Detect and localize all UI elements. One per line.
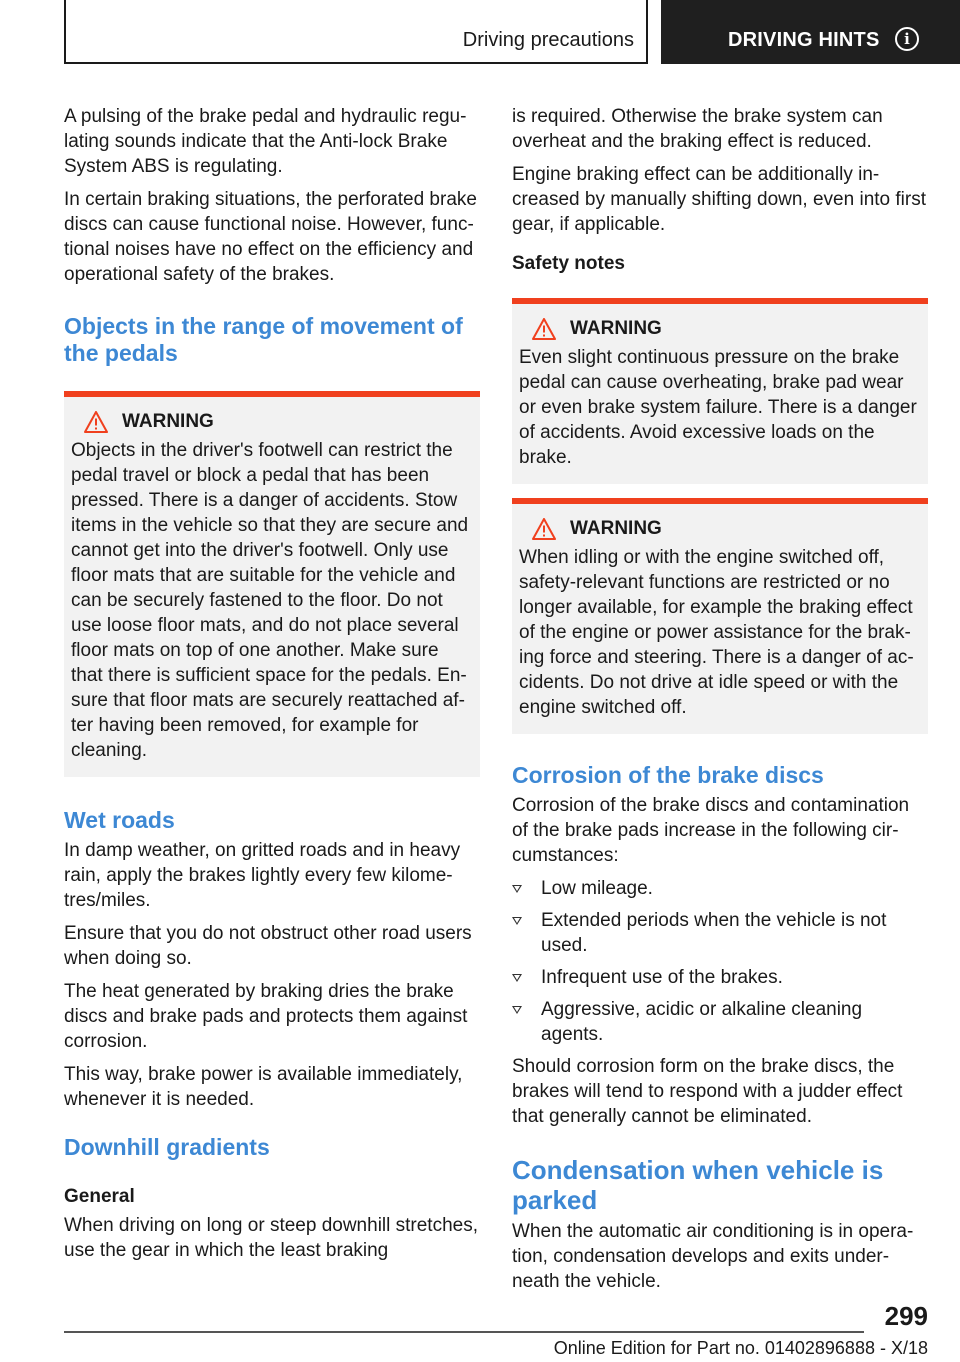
- warning-title: WARNING: [122, 411, 214, 432]
- list-item: Low mileage.: [512, 876, 928, 901]
- warning-box-pressure: [512, 298, 928, 484]
- list-item: Aggressive, acidic or alkaline cleaning agents.: [512, 997, 928, 1047]
- brake-noise-paragraph: In certain braking situations, the perforated brake discs can cause functional noise. However, func-tional noises have no effect on the efficiency and operational safety of the brakes.: [64, 189, 477, 285]
- heading-downhill-gradients: Downhill gradients: [64, 1134, 270, 1160]
- info-icon: i: [895, 27, 919, 51]
- header-chapter-title: DRIVING HINTS: [728, 29, 880, 51]
- warning-triangle-icon: [84, 411, 108, 433]
- heading-wet-roads: Wet roads: [64, 807, 175, 833]
- footer-divider: [64, 1331, 864, 1333]
- left-column: [64, 104, 480, 1271]
- heading-safety-notes: Safety notes: [512, 253, 625, 274]
- list-item: Extended periods when the vehicle is not used.: [512, 908, 928, 958]
- header-section-box: [64, 0, 648, 64]
- list-item: Infrequent use of the brakes.: [512, 965, 928, 990]
- wet-roads-paragraph-1: In damp weather, on gritted roads and in heavy rain, apply the brakes lightly every few kilome-tres/miles.: [64, 840, 461, 911]
- header-section-title: Driving precautions: [462, 29, 634, 51]
- corrosion-paragraph: Corrosion of the brake discs and contamination of the brake pads increase in the following cir-cumstances:: [512, 795, 910, 866]
- heading-general: General: [64, 1186, 135, 1207]
- warning-text: When idling or with the engine switched off, safety-relevant functions are restricted or no longer available, for example the braking effect of the engine or power assistance for the brak-ing force and steering. There is a danger of ac-cidents. Do not drive at idle speed or with the engine switched off.: [519, 547, 914, 718]
- warning-text: Objects in the driver's footwell can restrict the pedal travel or block a pedal that has been pressed. There is a danger of accidents. Stow items in the vehicle so that they are secure and cannot get into the driver's footwell. Only use floor mats that are suitable for the vehicle and can be securely fastened to the floor. Do not use loose floor mats, and do not place several floor mats on top of one another. Make sure that there is sufficient space for the pedals. En-sure that floor mats are securely reattached af-ter having been removed, for example for cleaning.: [71, 440, 469, 761]
- header-chapter-box: [661, 0, 960, 64]
- warning-title: WARNING: [570, 318, 662, 339]
- overheat-paragraph: is required. Otherwise the brake system can overheat and the braking effect is reduced.: [512, 106, 883, 152]
- warning-triangle-icon: [532, 518, 556, 540]
- bullet-triangle-icon: [512, 974, 522, 982]
- right-column: [512, 104, 928, 1302]
- footer-edition: Online Edition for Part no. 01402896888 - X/18: [553, 1338, 928, 1358]
- warning-triangle-icon: [532, 318, 556, 340]
- wet-roads-paragraph-4: This way, brake power is available immediately, whenever it is needed.: [64, 1064, 463, 1110]
- heading-condensation: Condensation when vehicle is parked: [512, 1155, 884, 1215]
- general-paragraph: When driving on long or steep downhill stretches, use the gear in which the least braking: [64, 1215, 479, 1261]
- heading-corrosion: Corrosion of the brake discs: [512, 762, 824, 788]
- abs-paragraph: A pulsing of the brake pedal and hydraulic regu-lating sounds indicate that the Anti-lock Brake System ABS is regulating.: [64, 106, 467, 177]
- bullet-triangle-icon: [512, 1006, 522, 1014]
- warning-title: WARNING: [570, 518, 662, 539]
- warning-text: Even slight continuous pressure on the brake pedal can cause overheating, brake pad wear or even brake system failure. There is a danger of accidents. Avoid excessive loads on the brake.: [519, 347, 917, 468]
- warning-title-row: [519, 516, 921, 541]
- warning-box-idling: [512, 498, 928, 734]
- page-number: 299: [884, 1301, 928, 1331]
- wet-roads-paragraph-3: The heat generated by braking dries the brake discs and brake pads and protects them against corrosion.: [64, 981, 468, 1052]
- heading-objects-pedals: Objects in the range of movement of the pedals: [64, 313, 463, 366]
- warning-title-row: [71, 409, 473, 434]
- bullet-triangle-icon: [512, 917, 522, 925]
- judder-paragraph: Should corrosion form on the brake discs, the brakes will tend to respond with a judder effect that generally cannot be eliminated.: [512, 1056, 903, 1127]
- warning-title-row: [519, 316, 921, 341]
- warning-box-objects: [64, 391, 480, 777]
- corrosion-circumstances-list: [512, 876, 928, 1047]
- condensation-paragraph: When the automatic air conditioning is in opera-tion, condensation develops and exits under-neath the vehicle.: [512, 1221, 914, 1292]
- wet-roads-paragraph-2: Ensure that you do not obstruct other road users when doing so.: [64, 923, 472, 969]
- bullet-triangle-icon: [512, 885, 522, 893]
- engine-braking-paragraph: Engine braking effect can be additionally in-creased by manually shifting down, even into first gear, if applicable.: [512, 164, 926, 235]
